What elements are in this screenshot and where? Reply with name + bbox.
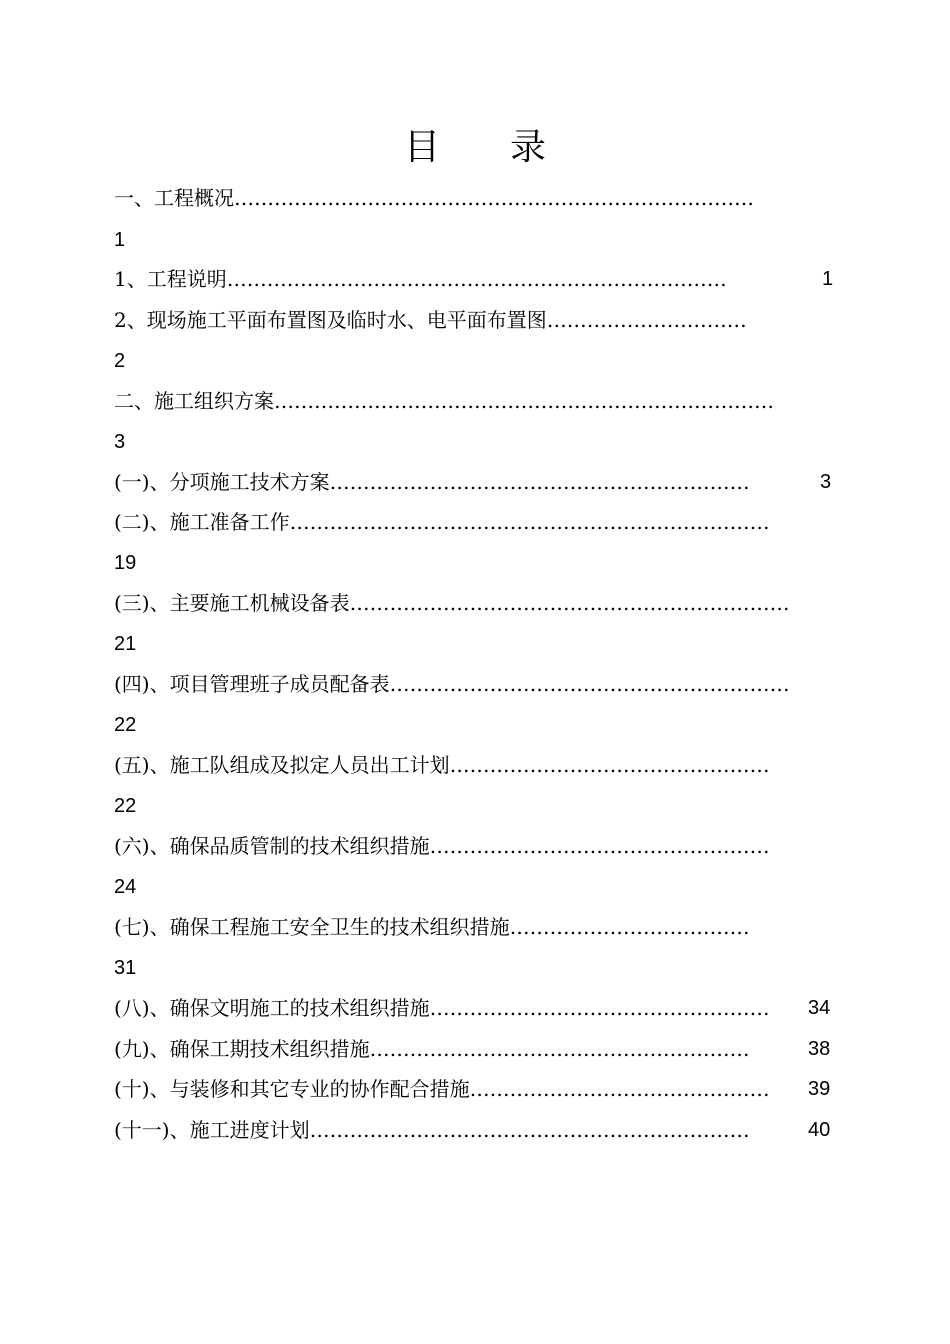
toc-page-number: 3 [820, 471, 832, 493]
toc-entry[interactable] [114, 915, 820, 939]
toc-entry-label: (十一)、施工进度计划 [114, 1118, 310, 1142]
toc-entry[interactable] [114, 470, 834, 494]
toc-entry[interactable] [114, 186, 834, 210]
toc-entry-label: 一、工程概况 [114, 186, 234, 210]
toc-entry-label: 1、工程说明 [114, 267, 227, 291]
toc-page-number: 24 [114, 876, 137, 898]
toc-leader-dots: ……………………………………… [469, 1077, 770, 1101]
toc-leader-dots: …………………………………………… [429, 834, 770, 858]
toc-page-number: 2 [114, 350, 126, 372]
toc-page-number: 38 [808, 1038, 831, 1060]
toc-leader-dots: ………………………… [546, 308, 747, 332]
toc-leader-dots: ………………………………………………… [369, 1037, 750, 1061]
title-char-1: 目 [403, 127, 440, 168]
toc-page-number: 31 [114, 957, 137, 979]
toc-entry-label: (十)、与装修和其它专业的协作配合措施 [114, 1077, 470, 1101]
toc-entry[interactable] [114, 267, 834, 291]
toc-leader-dots: ………………………………………………………………… [274, 389, 774, 413]
toc-page-number: 34 [808, 997, 831, 1019]
toc-page-number: 21 [114, 633, 137, 655]
toc-entry-label: (一)、分项施工技术方案 [114, 470, 330, 494]
toc-entry[interactable] [114, 1037, 798, 1061]
toc-entry-label: (八)、确保文明施工的技术组织措施 [114, 996, 430, 1020]
toc-entry-label: (五)、施工队组成及拟定人员出工计划 [114, 753, 450, 777]
toc-leader-dots: ……………………………… [509, 915, 750, 939]
toc-entry[interactable] [114, 591, 820, 615]
toc-leader-dots: ………………………………………………………………… [226, 267, 727, 291]
toc-entry[interactable] [114, 996, 798, 1020]
toc-page-number: 22 [114, 795, 137, 817]
toc-entry-label: (四)、项目管理班子成员配备表 [114, 672, 390, 696]
toc-leader-dots: …………………………………………………… [389, 672, 790, 696]
toc-entry[interactable] [114, 389, 834, 413]
toc-entry-label: (三)、主要施工机械设备表 [114, 591, 350, 615]
page-title [0, 128, 950, 168]
toc-entry-label: 2、现场施工平面布置图及临时水、电平面布置图 [114, 308, 547, 332]
toc-leader-dots: ………………………………………………………… [309, 1118, 750, 1142]
toc-entry[interactable] [114, 1077, 798, 1101]
toc-leader-dots: ……………………………………………………… [329, 470, 750, 494]
toc-leader-dots: ……………………………………………………………… [289, 510, 770, 534]
toc-leader-dots: …………………………………………… [429, 996, 770, 1020]
toc-page-number: 19 [114, 552, 137, 574]
toc-entry-label: (九)、确保工期技术组织措施 [114, 1037, 370, 1061]
toc-leader-dots: ………………………………………………………… [349, 591, 790, 615]
toc-entry-label: (七)、确保工程施工安全卫生的技术组织措施 [114, 915, 510, 939]
toc-entry[interactable] [114, 308, 834, 332]
toc-page-number: 3 [114, 431, 126, 453]
toc-leader-dots: ………………………………………… [449, 753, 770, 777]
toc-entry-label: (六)、确保品质管制的技术组织措施 [114, 834, 430, 858]
toc-page-number: 1 [114, 229, 126, 251]
toc-page-number: 22 [114, 714, 137, 736]
toc-entry[interactable] [114, 753, 820, 777]
toc-entry-label: 二、施工组织方案 [114, 389, 274, 413]
title-char-2: 录 [510, 127, 547, 168]
toc-leader-dots: …………………………………………………………………… [234, 186, 754, 210]
toc-entry[interactable] [114, 510, 820, 534]
toc-entry[interactable] [114, 1118, 798, 1142]
toc-page-number: 39 [808, 1078, 831, 1100]
toc-entry-label: (二)、施工准备工作 [114, 510, 290, 534]
toc-entry[interactable] [114, 834, 820, 858]
toc-page-number: 40 [808, 1119, 831, 1141]
toc-page-number: 1 [822, 268, 834, 290]
toc-entry[interactable] [114, 672, 820, 696]
